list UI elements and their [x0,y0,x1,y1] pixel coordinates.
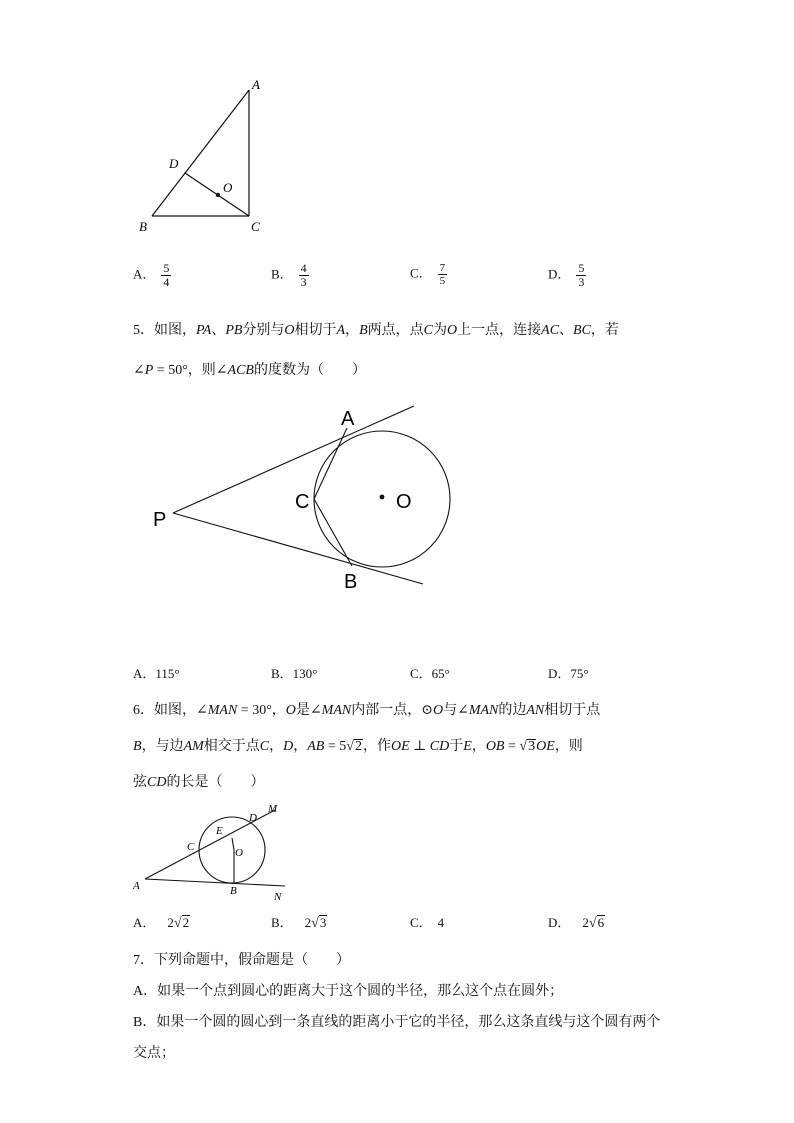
text: 为 [433,323,448,338]
radicand: 3 [528,739,536,754]
q4-figure [130,72,280,242]
text: 的度数为（ ） [253,363,366,378]
text: 两点，点 [367,323,424,338]
math-text: ACB [227,363,254,378]
text: 相切于 [294,323,337,338]
text: 、 [559,323,574,338]
fraction-numerator: 5 [578,261,585,275]
math-text: P [144,363,154,378]
coefficient: 2 [167,915,174,930]
fraction-denominator: 4 [163,275,170,289]
math-text: O [447,323,458,338]
label-b: B [230,885,237,897]
q5-option-c[interactable]: C．65° [410,666,450,681]
label-d: D [169,156,179,171]
q4-option-a[interactable] [133,262,171,289]
label-o: O [235,847,243,859]
q6-figure [130,800,290,905]
text: 与∠ [443,703,469,718]
q6-option-c[interactable] [410,914,444,932]
q5-figure [148,398,458,598]
math-text: D [283,739,294,754]
q7-option-b-continued: 交点； [133,1046,175,1061]
label-o: O [396,491,412,513]
radicand: 6 [597,915,605,930]
math-text: B [133,739,142,754]
text: 的长是（ ） [166,775,265,790]
sqrt-icon: √ [588,916,597,931]
radicand: 3 [319,915,327,930]
math-text: E [463,739,472,754]
coefficient: 2 [582,915,589,930]
label-c: C [251,219,260,234]
label-a: A [341,408,355,430]
math-text: PA [196,323,212,338]
label-c: C [295,491,310,513]
segment-ab [152,90,249,216]
text: ， [345,323,360,338]
q7-option-a[interactable]: A．如果一个点到圆心的距离大于这个圆的半径，那么这个点在圆外； [133,984,564,999]
math-text: AM [183,739,204,754]
math-text: OE [390,739,410,754]
fraction-numerator: 4 [300,261,307,275]
text: ，作 [362,739,391,754]
option-label: A． [133,915,156,930]
text: ⊥ [409,739,430,754]
q4-option-c[interactable] [410,262,447,287]
label-d: D [249,812,257,824]
q5-option-a[interactable]: A．115° [133,666,180,681]
text: 相切于点 [544,703,601,718]
text: ， [471,739,486,754]
q5-stem-line2 [133,361,366,381]
circle-o [199,817,265,883]
label-b: B [139,219,147,234]
text: ， [269,739,284,754]
text: 的边 [498,703,527,718]
q6-option-d[interactable] [548,914,605,933]
option-label: D． [548,266,571,282]
q6-option-b[interactable] [271,914,327,933]
q6-stem-line3 [133,773,264,793]
math-text: OE [536,739,555,754]
question-number: 5．如图， [133,323,196,338]
q4-option-d[interactable] [548,262,586,289]
sqrt-icon: √ [346,739,354,754]
option-value: 4 [437,915,445,930]
label-a: A [133,880,140,892]
text: 内部一点，⊙ [351,703,433,718]
text: ， [293,739,308,754]
math-text: O [285,703,296,718]
fraction-denominator: 3 [578,275,585,289]
math-text: BC [573,323,591,338]
fraction-numerator: 7 [439,262,446,274]
text: ，与边 [141,739,184,754]
math-text: B [359,323,368,338]
sqrt-icon: √ [311,916,319,931]
coefficient: 2 [304,915,312,930]
q7-option-b[interactable]: B．如果一个圆的圆心到一条直线的距离小于它的半径，那么这条直线与这个圆有两个 [133,1015,661,1030]
label-a: A [252,77,260,92]
text: = 50° [153,363,188,378]
label-o: O [223,180,233,195]
text: ，则 [554,739,583,754]
point-o [216,193,220,197]
fraction-denominator: 3 [300,275,307,289]
text: = 5 [324,739,347,754]
segment-eo-ob [232,838,234,883]
angle-symbol: ∠ [133,363,145,378]
option-label: C． [410,265,432,281]
q6-option-a[interactable] [133,914,190,933]
radicand: 2 [354,739,362,754]
text: ，则∠ [187,363,228,378]
text: 6．如图，∠ [133,703,208,718]
math-text: MAN [207,703,238,718]
q7-stem: 7．下列命题中，假命题是（ ） [133,953,350,968]
option-label: D． [548,915,571,930]
text: 、 [211,323,226,338]
math-text: O [284,323,295,338]
math-text: AB [307,739,325,754]
label-p: P [153,509,167,531]
text: = 30°， [237,703,286,718]
math-text: C [423,323,434,338]
label-c: C [187,841,195,853]
sqrt-icon: √ [519,739,528,754]
tangent-pb [173,513,423,584]
q5-option-b[interactable]: B．130° [271,666,318,681]
label-e: E [216,825,223,837]
text: 弦 [133,775,147,790]
text: 于 [449,739,464,754]
math-text: MAN [468,703,499,718]
radicand: 2 [182,915,190,930]
option-label: B． [271,266,293,282]
label-m: M [268,803,278,815]
text: 是∠ [295,703,322,718]
text: 上一点，连接 [457,323,542,338]
fraction-numerator: 5 [163,261,170,275]
math-text: CD [429,739,450,754]
math-text: AC [541,323,560,338]
center-point [380,495,385,500]
math-text: OB [485,739,505,754]
q6-stem-line1 [133,701,600,721]
math-text: MAN [321,703,352,718]
tangent-pa [173,406,414,513]
text: 分别与 [242,323,285,338]
math-text: A [336,323,346,338]
math-text: PB [225,323,243,338]
math-text: AN [526,703,545,718]
option-label: B． [271,915,293,930]
label-b: B [344,571,358,593]
label-n: N [274,891,282,903]
option-label: A． [133,266,156,282]
math-text: O [432,703,444,718]
q5-option-d[interactable]: D．75° [548,666,589,681]
fraction-denominator: 5 [439,275,446,287]
math-text: C [259,739,270,754]
ray-an [145,879,285,886]
option-label: C． [410,915,432,930]
chord-ac [314,428,347,499]
math-text: CD [147,775,167,790]
text: ，若 [590,323,619,338]
chord-bc [314,499,352,566]
sqrt-icon: √ [173,916,182,931]
q4-option-b[interactable] [271,262,309,289]
q5-stem-line1 [133,321,619,341]
text: = [504,739,520,754]
text: 相交于点 [203,739,260,754]
q6-stem-line2 [133,737,583,757]
